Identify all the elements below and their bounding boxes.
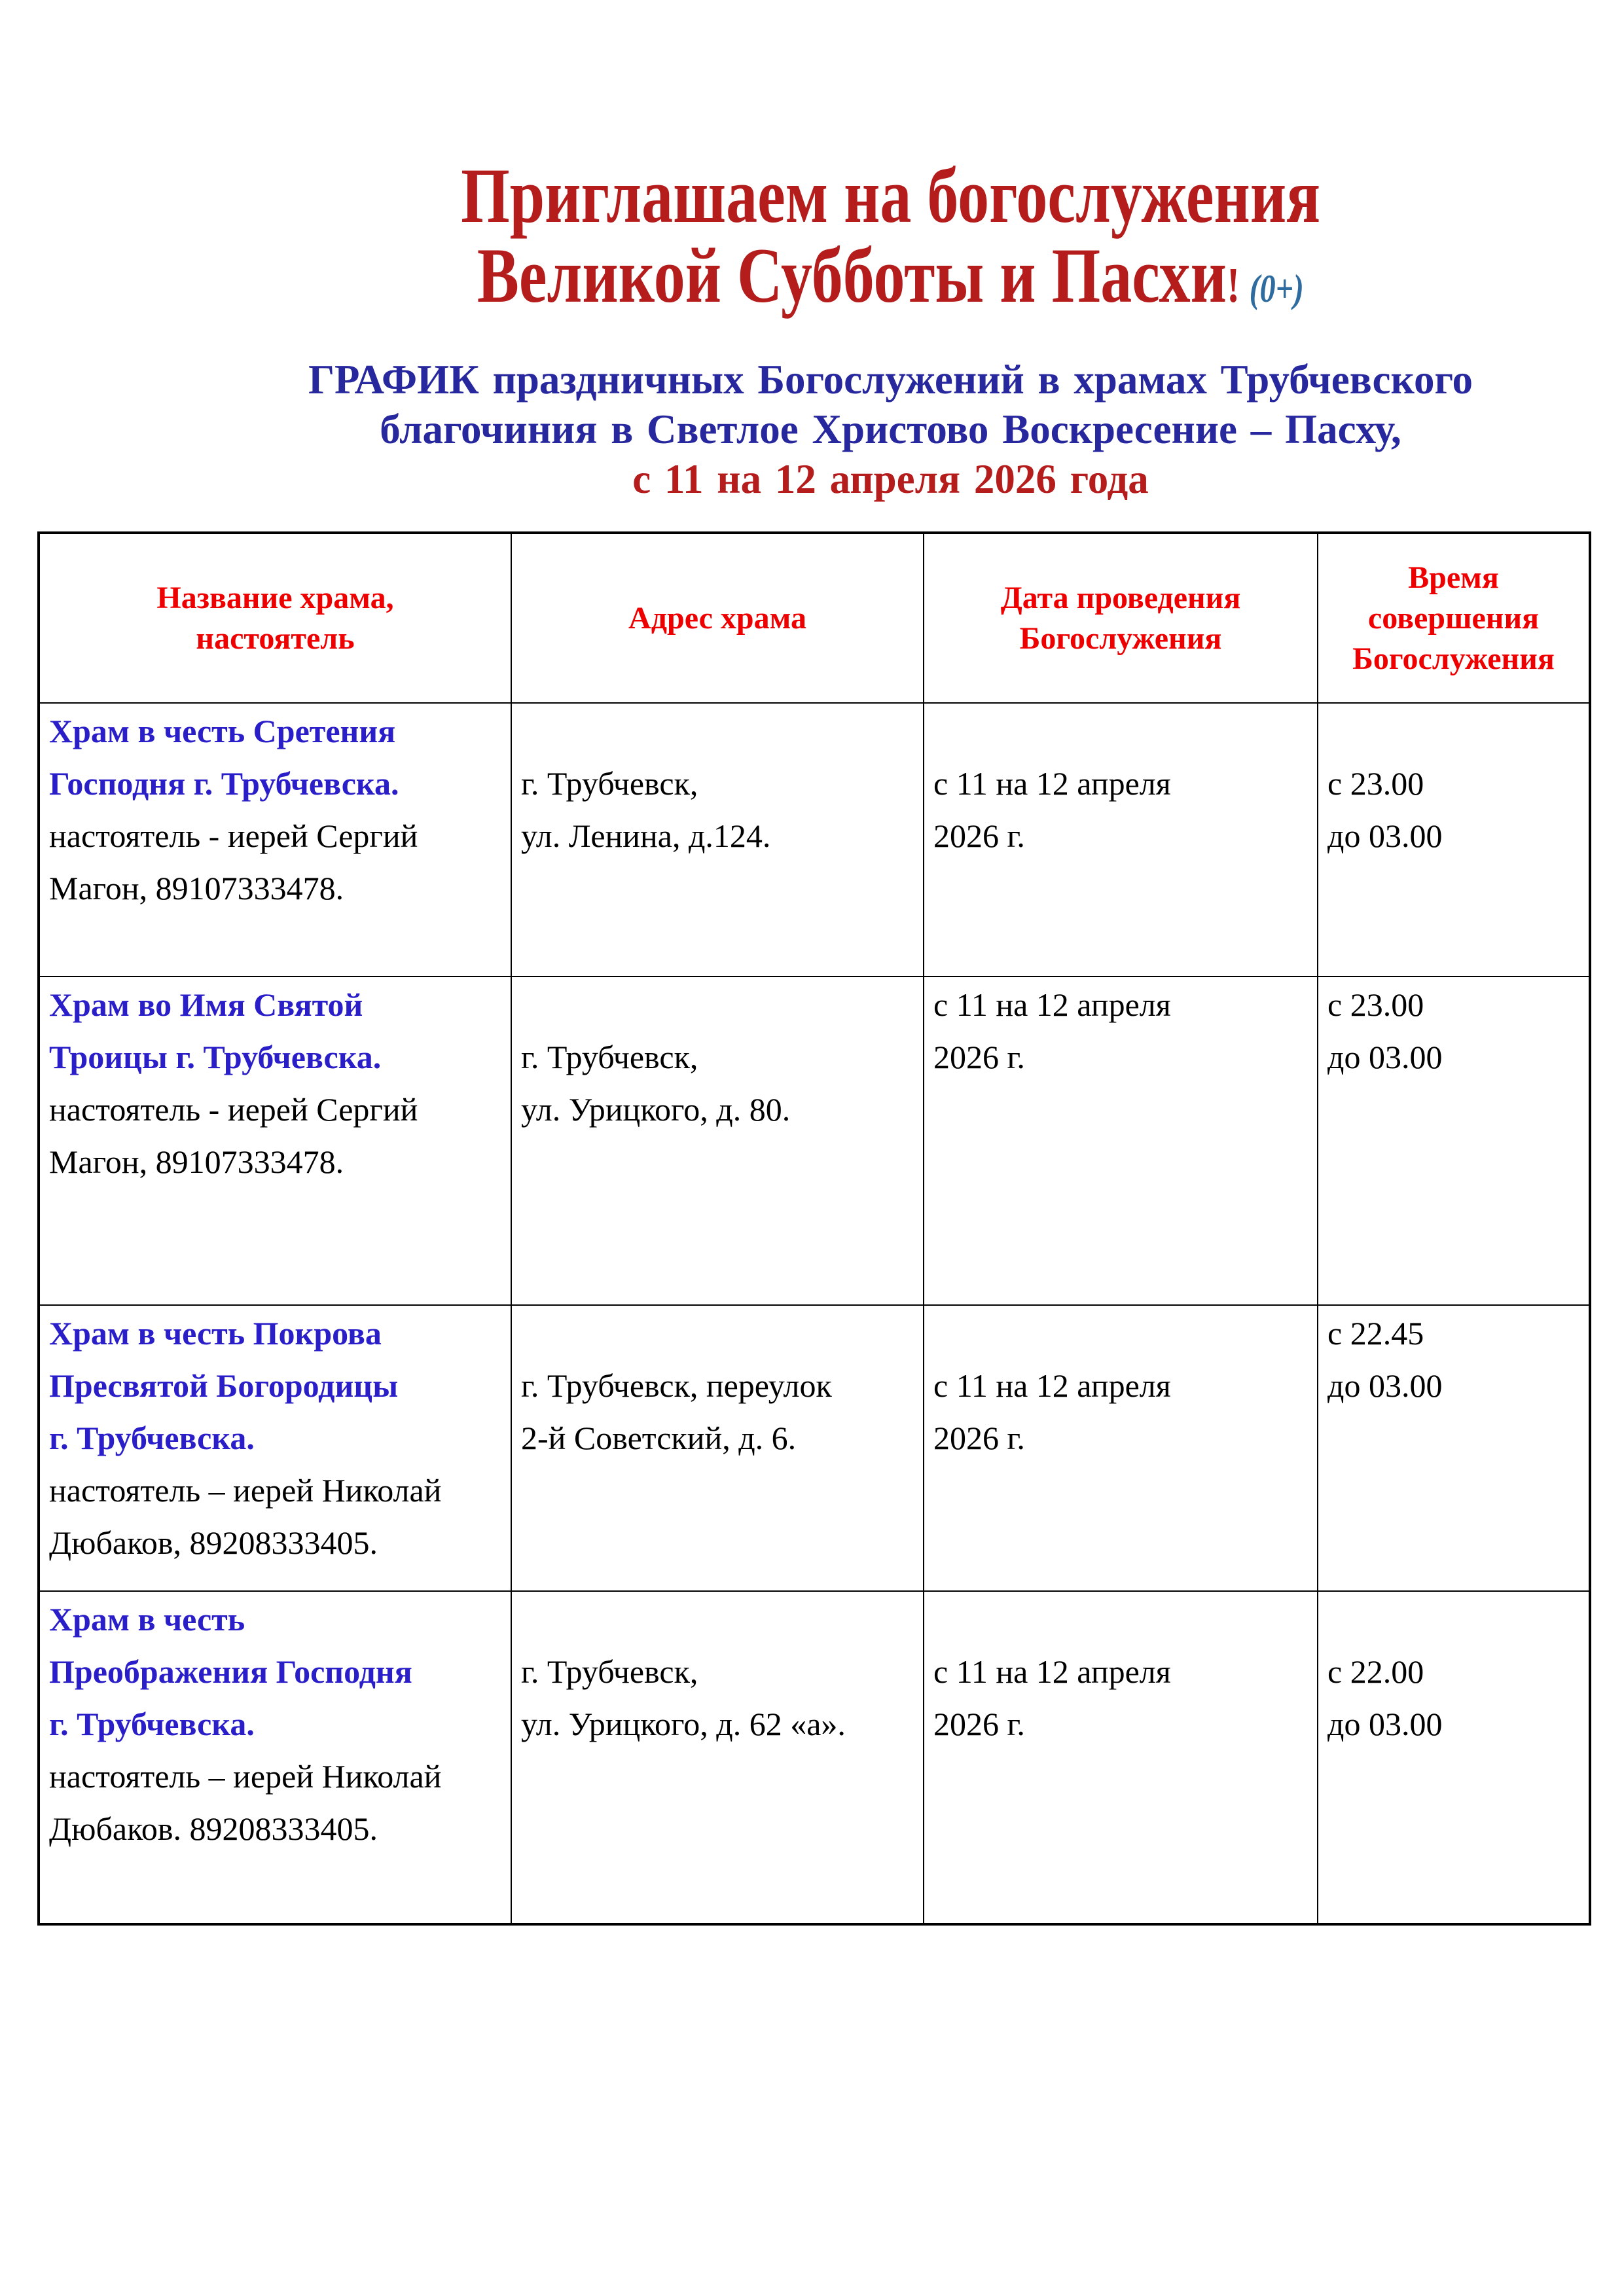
title-exclamation: ! [1227,258,1240,313]
address-line: г. Трубчевск, переулок [521,1367,832,1404]
title-line-2-text: Великой Субботы и Пасхи [477,232,1227,319]
rector-line: настоятель – иерей Николай [49,1758,442,1795]
rector-line: Дюбаков. 89208333405. [49,1810,378,1847]
rector-line: Магон, 89107333478. [49,870,344,906]
date-line: 2026 г. [933,817,1025,854]
church-name-line: Пресвятой Богородицы [49,1367,399,1404]
header-line: Название храма, [156,580,394,615]
time-line: до 03.00 [1327,1706,1443,1742]
blank-line [521,1307,916,1359]
rector-line: настоятель – иерей Николай [49,1472,442,1509]
blank-line [1327,705,1582,757]
address-cell [511,703,924,977]
address-cell [511,977,924,1305]
subtitle-line-2: благочиния в Светлое Христово Воскресение – Пасху, [380,406,1401,452]
rector-line: Дюбаков, 89208333405. [49,1524,378,1561]
service-schedule-table [37,531,1591,1926]
header-line: Дата проведения [1000,580,1241,615]
time-line: с 23.00 [1327,765,1424,802]
church-name-cell [39,1591,511,1924]
address-line: ул. Урицкого, д. 80. [521,1091,791,1128]
date-cell [924,977,1318,1305]
church-name-line: Храм в честь [49,1601,245,1638]
header-cell-date [924,533,1318,703]
address-line: 2-й Советский, д. 6. [521,1420,797,1456]
address-cell [511,1305,924,1591]
date-line: 2026 г. [933,1039,1025,1075]
blank-line [521,1593,916,1645]
church-name-line: Преображения Господня [49,1653,412,1690]
table-header-row [39,533,1590,703]
subtitle-line-1: ГРАФИК праздничных Богослужений в храмах Трубчевского [308,357,1473,403]
header-line: совершения [1367,600,1540,636]
blank-line [521,705,916,757]
church-name-cell [39,703,511,977]
address-cell [511,1591,924,1924]
table-body [39,703,1590,1924]
rector-line: настоятель - иерей Сергий [49,1091,418,1128]
time-cell [1318,977,1590,1305]
time-line: с 22.00 [1327,1653,1424,1690]
title-line-2 [164,232,1617,329]
blank-line [933,1307,1310,1359]
title-line-1 [164,152,1617,239]
blank-line [521,978,916,1031]
church-name-cell [39,977,511,1305]
time-line: до 03.00 [1327,1039,1443,1075]
header-line: настоятель [196,620,355,656]
document-heading [164,152,1617,504]
header-line: Богослужения [1019,620,1222,656]
rector-line: Магон, 89107333478. [49,1143,344,1180]
date-line: 2026 г. [933,1420,1025,1456]
table-row [39,1591,1590,1924]
address-line: г. Трубчевск, [521,1039,698,1075]
church-name-line: Храм во Имя Святой [49,986,363,1023]
header-line: Адрес храма [628,600,806,636]
time-cell [1318,1591,1590,1924]
date-line: с 11 на 12 апреля [933,986,1171,1023]
church-name-line: г. Трубчевска. [49,1420,255,1456]
header-line: Время [1408,560,1499,595]
header-cell-name [39,533,511,703]
blank-line [933,1593,1310,1645]
age-rating-badge: (0+) [1249,267,1305,310]
date-line: с 11 на 12 апреля [933,765,1171,802]
subtitle-line-3: с 11 на 12 апреля 2026 года [632,456,1149,502]
address-line: ул. Ленина, д.124. [521,817,771,854]
address-line: г. Трубчевск, [521,765,698,802]
table-row [39,977,1590,1305]
address-line: ул. Урицкого, д. 62 «а». [521,1706,846,1742]
rector-line: настоятель - иерей Сергий [49,817,418,854]
time-line: до 03.00 [1327,817,1443,854]
blank-line [933,705,1310,757]
time-line: с 22.45 [1327,1315,1424,1352]
header-cell-address [511,533,924,703]
church-name-line: Господня г. Трубчевска. [49,765,399,802]
church-name-line: Храм в честь Покрова [49,1315,382,1352]
church-name-line: Храм в честь Сретения [49,713,396,749]
time-line: до 03.00 [1327,1367,1443,1404]
church-name-line: г. Трубчевска. [49,1706,255,1742]
header-line: Богослужения [1352,641,1555,676]
table-row [39,1305,1590,1591]
time-cell [1318,703,1590,977]
blank-line [1327,1593,1582,1645]
date-line: с 11 на 12 апреля [933,1653,1171,1690]
date-cell [924,1305,1318,1591]
table-row [39,703,1590,977]
address-line: г. Трубчевск, [521,1653,698,1690]
title-line-1-text: Приглашаем на богослужения [461,152,1320,239]
church-name-cell [39,1305,511,1591]
schedule-subtitle [164,355,1617,504]
time-line: с 23.00 [1327,986,1424,1023]
date-cell [924,1591,1318,1924]
date-line: с 11 на 12 апреля [933,1367,1171,1404]
time-cell [1318,1305,1590,1591]
date-cell [924,703,1318,977]
date-line: 2026 г. [933,1706,1025,1742]
church-name-line: Троицы г. Трубчевска. [49,1039,382,1075]
header-cell-time [1318,533,1590,703]
